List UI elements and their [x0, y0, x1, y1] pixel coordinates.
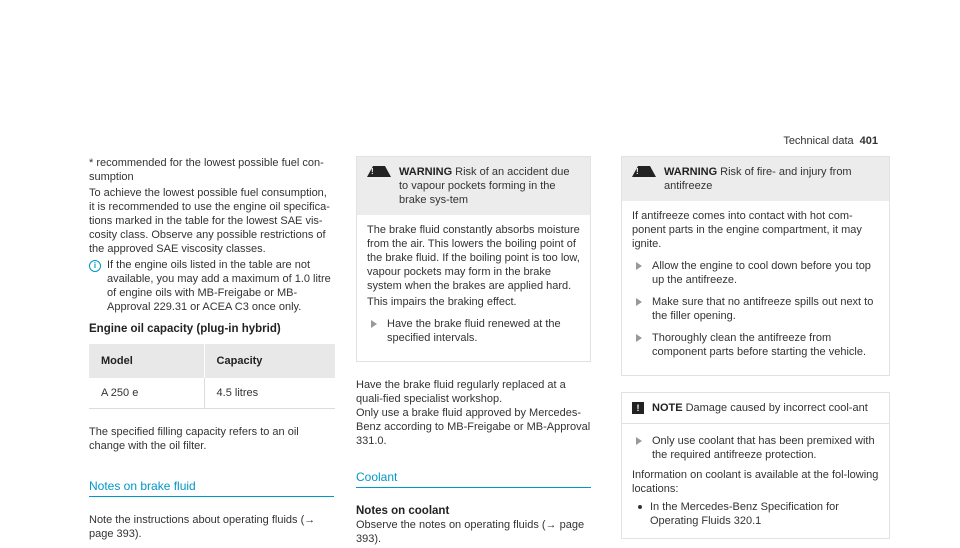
note-text: Information on coolant is available at the fol-lowing locations:: [632, 469, 879, 495]
note-header: [622, 393, 889, 423]
page-header: [783, 134, 878, 148]
warning-header: [357, 157, 590, 215]
header-capacity: Capacity: [204, 344, 335, 378]
brake-fluid-replacement-text: Have the brake fluid regularly replaced at a quali-fied specialist workshop. Only use a brake fluid approved by Mercedes-Benz according to MB-Freigabe or MB-Approval 331.0.: [356, 379, 591, 447]
note-label: NOTE: [652, 402, 683, 414]
filling-capacity-note: The specified filling capacity refers to an oil change with the oil filter.: [89, 426, 299, 452]
warning-label: WARNING: [664, 166, 718, 178]
table-title: Engine oil capacity (plug-in hybrid): [89, 323, 281, 335]
step-text: Have the brake fluid renewed at the specified intervals.: [387, 318, 561, 344]
warning-body: [357, 215, 590, 361]
step-text: Make sure that no antifreeze spills out next to the filler opening.: [652, 296, 874, 322]
coolant-heading: Coolant: [356, 470, 591, 488]
step-arrow-icon: [636, 298, 642, 306]
column-3: [621, 156, 890, 539]
coolant-text: Observe the notes on operating fluids (→ page 393).: [356, 519, 585, 545]
warning-title: Risk of an accident due to vapour pockets forming in the brake sys-tem: [399, 166, 570, 206]
step-text: Allow the engine to cool down before you top up the antifreeze.: [652, 260, 871, 286]
footnote: * recommended for the lowest possible fuel con- sumption: [89, 157, 324, 183]
warning-text: If antifreeze comes into contact with hot com-ponent parts in the engine compartment, it may ignite.: [632, 210, 862, 250]
cell-model: A 250 e: [89, 378, 204, 409]
brake-fluid-heading: Notes on brake fluid: [89, 479, 334, 497]
warning-step: [636, 331, 879, 359]
step-arrow-icon: [371, 320, 377, 328]
step-arrow-icon: [636, 262, 642, 270]
warning-triangle-icon: !: [632, 166, 656, 177]
fuel-consumption-paragraph: To achieve the lowest possible fuel consumption, it is recommended to use the engine oil specifica-tions marked in the table for the lowest SAE vis-cosity class. Observe any possible restrictions of the approved SAE viscosity classes.: [89, 187, 330, 255]
note-title: Damage caused by incorrect cool-ant: [685, 402, 868, 414]
warning-label: WARNING: [399, 166, 453, 178]
brake-fluid-text: Note the instructions about operating fluids (→ page 393).: [89, 514, 316, 540]
info-text: If the engine oils listed in the table are not available, you may add a maximum of 1.0 litre of engine oils with MB-Freigabe or MB-Approval 229.31 or ACEA C3 once only.: [107, 259, 331, 313]
bullet-icon: [638, 505, 642, 509]
note-body: [622, 423, 889, 538]
coolant-note-box: [621, 392, 890, 539]
info-note: [89, 258, 334, 314]
warning-title: Risk of fire- and injury from antifreeze: [664, 166, 852, 192]
oil-capacity-table: [89, 344, 335, 409]
table-row: [89, 378, 335, 409]
warning-step: [371, 317, 580, 345]
step-arrow-icon: [636, 437, 642, 445]
warning-header: [622, 157, 889, 201]
column-2: [356, 156, 591, 548]
note-step: [636, 434, 879, 462]
warning-step: [636, 295, 879, 323]
cell-capacity: 4.5 litres: [204, 378, 335, 409]
header-model: Model: [89, 344, 204, 378]
warning-body: [622, 201, 889, 375]
step-arrow-icon: [636, 334, 642, 342]
page-number: 401: [859, 135, 878, 147]
antifreeze-warning-box: [621, 156, 890, 376]
warning-effect: This impairs the braking effect.: [367, 296, 517, 308]
brake-warning-box: [356, 156, 591, 362]
warning-text: The brake fluid constantly absorbs moisture from the air. This lowers the boiling point of the brake fluid. If the boiling point is too low, vapour pockets may form in the brake system when the brakes are applied hard.: [367, 224, 580, 292]
step-text: Only use coolant that has been premixed with the required antifreeze protection.: [652, 435, 875, 461]
warning-step: [636, 259, 879, 287]
note-exclamation-icon: !: [632, 402, 644, 414]
list-item: [638, 500, 879, 528]
column-1: [89, 156, 334, 543]
section-title: Technical data: [783, 135, 854, 147]
bullet-text: In the Mercedes-Benz Specification for Operating Fluids 320.1: [650, 501, 839, 527]
table-header-row: [89, 344, 335, 378]
info-icon: i: [89, 260, 101, 272]
warning-triangle-icon: !: [367, 166, 391, 177]
step-text: Thoroughly clean the antifreeze from component parts before starting the vehicle.: [652, 332, 867, 358]
coolant-subheading: Notes on coolant: [356, 505, 450, 517]
